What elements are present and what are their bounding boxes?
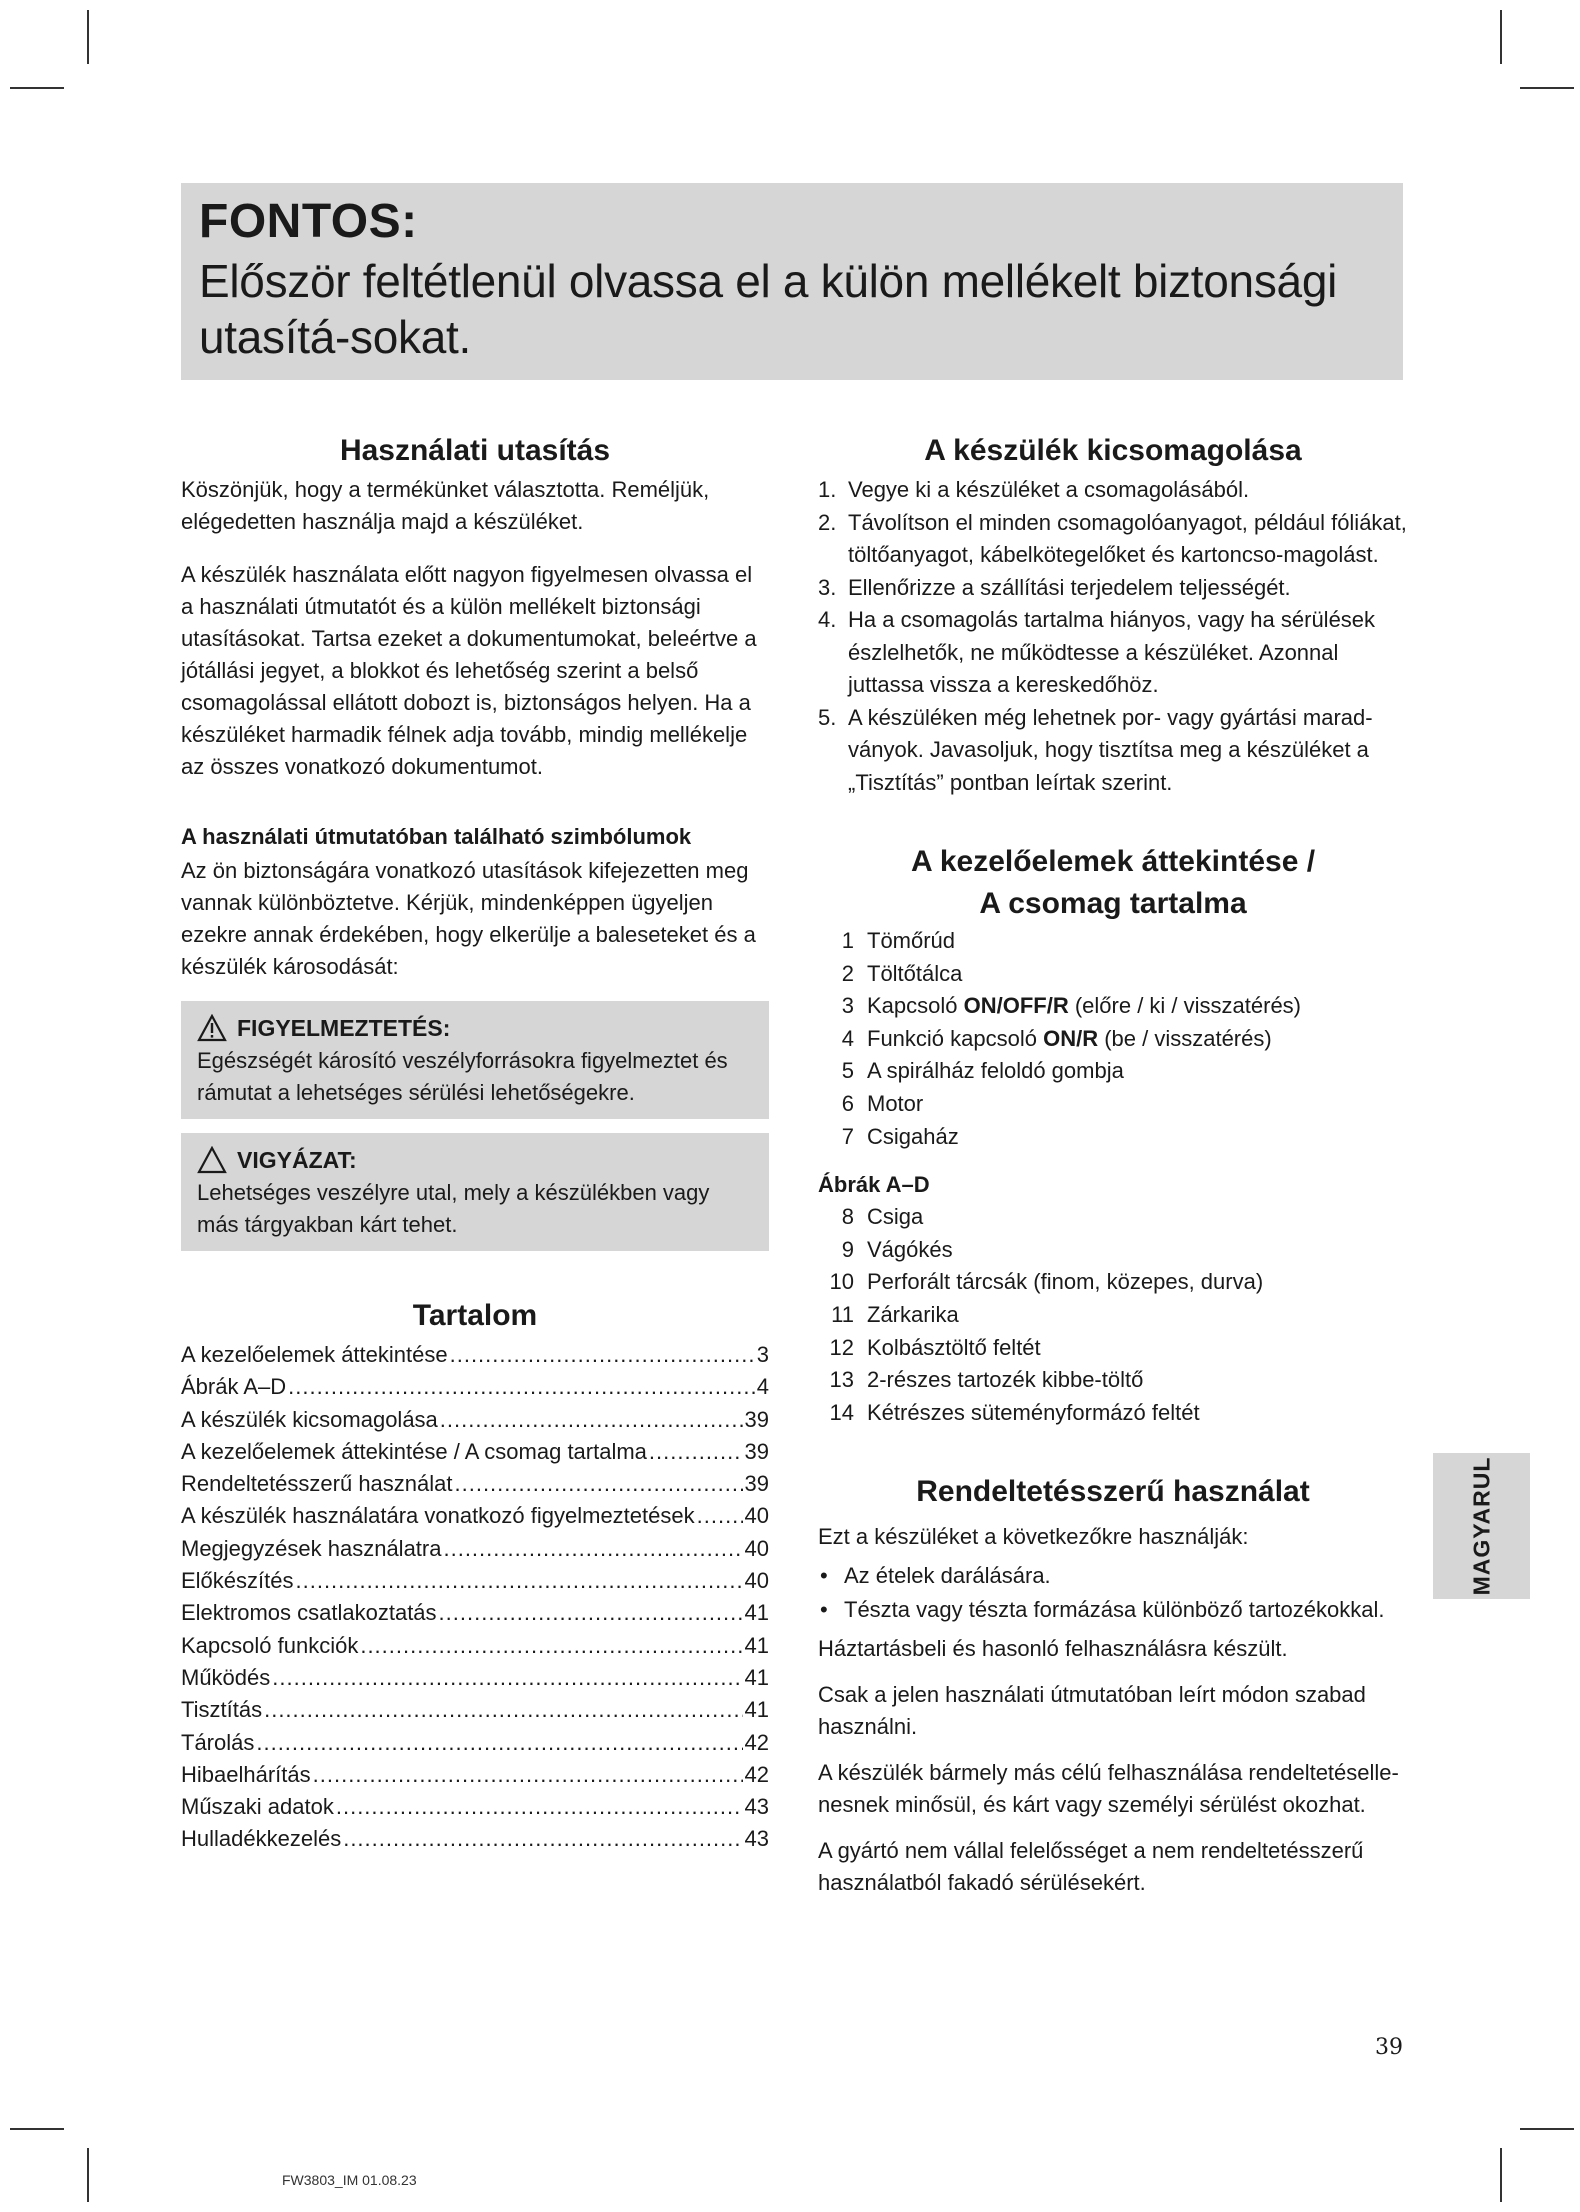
crop-mark bbox=[1500, 2148, 1502, 2202]
language-tab-label: MAGYARUL bbox=[1468, 1456, 1494, 1596]
part-item bbox=[818, 1121, 1408, 1154]
part-item bbox=[818, 925, 1408, 958]
toc-leader-dots bbox=[313, 1759, 743, 1791]
part-name: Vágókés bbox=[867, 1236, 953, 1262]
toc-leader-dots bbox=[439, 1597, 743, 1629]
warning-title-row bbox=[197, 1011, 755, 1045]
unpack-steps bbox=[818, 474, 1408, 799]
toc-leader-dots bbox=[288, 1371, 755, 1403]
crop-mark bbox=[10, 87, 64, 89]
crop-mark bbox=[87, 2148, 89, 2202]
part-number: 3 bbox=[841, 993, 854, 1019]
unpack-step bbox=[818, 572, 1408, 605]
bullet-text: Tészta vagy tészta formázása különböző tartozékokkal. bbox=[844, 1597, 1385, 1623]
unpack-step-number: 5. bbox=[818, 704, 837, 730]
intended-only-manual: Csak a jelen használati útmutatóban leírt módon szabad használni. bbox=[818, 1682, 1366, 1740]
part-name-pre: Kapcsoló bbox=[867, 993, 964, 1019]
part-item bbox=[818, 1023, 1408, 1056]
symbols-text: Az ön biztonságára vonatkozó utasítások kifejezetten meg vannak különböztetve. Kérjük, mindenképpen ügyeljen ezekre annak érdekében, hogy elkerülje a baleseteket és a készülék károsodását: bbox=[181, 858, 756, 979]
part-item bbox=[818, 990, 1408, 1023]
toc-entry bbox=[181, 1791, 769, 1823]
toc-entry bbox=[181, 1759, 769, 1791]
toc-entry-page: 39 bbox=[744, 1438, 769, 1464]
intended-misuse: A készülék bármely más célú felhasználása rendeltetéselle-nesnek minősül, és kárt vagy személyi sérülést okozhat. bbox=[818, 1760, 1399, 1818]
toc-entry-label: A kezelőelemek áttekintése bbox=[181, 1342, 448, 1367]
part-number: 1 bbox=[841, 928, 854, 953]
part-name: Csiga bbox=[867, 1204, 924, 1230]
bullet-dot-icon: • bbox=[820, 1563, 828, 1589]
part-item bbox=[818, 1088, 1408, 1121]
banner-text: Először feltétlenül olvassa el a külön mellékelt biztonsági utasítá-sokat. bbox=[199, 255, 1338, 363]
toc-entry bbox=[181, 1630, 769, 1662]
unpack-step-text: A készüléken még lehetnek por- vagy gyártási marad-ványok. Javasoljuk, hogy tisztítsa meg a készüléket a „Tisztítás” pontban leírtak szerint. bbox=[848, 704, 1373, 795]
language-tab bbox=[1433, 1453, 1530, 1599]
part-number: 11 bbox=[831, 1301, 854, 1327]
part-item bbox=[818, 1266, 1408, 1299]
part-switch-label: ON/OFF/R bbox=[963, 993, 1069, 1019]
unpack-step-number: 1. bbox=[818, 477, 837, 502]
controls-heading-line1: A kezelőelemek áttekintése / bbox=[910, 845, 1316, 878]
part-number: 12 bbox=[829, 1334, 854, 1360]
unpack-step bbox=[818, 604, 1408, 702]
toc-entry bbox=[181, 1597, 769, 1629]
crop-mark bbox=[87, 10, 89, 64]
toc-entry bbox=[181, 1565, 769, 1597]
unpack-heading: A készülék kicsomagolása bbox=[924, 434, 1302, 467]
crop-mark bbox=[1520, 87, 1574, 89]
toc-leader-dots bbox=[296, 1565, 743, 1597]
part-number: 5 bbox=[841, 1058, 854, 1084]
toc-entry bbox=[181, 1727, 769, 1759]
contents-heading: Tartalom bbox=[412, 1299, 538, 1332]
toc-entry-page: 4 bbox=[756, 1374, 769, 1400]
parts-list bbox=[818, 925, 1408, 1153]
toc-entry-label: Tárolás bbox=[181, 1729, 255, 1755]
banner-title: FONTOS: bbox=[199, 195, 418, 248]
part-name: 2-részes tartozék kibbe-töltő bbox=[867, 1367, 1144, 1393]
part-name: Zárkarika bbox=[867, 1301, 959, 1327]
bullet-text: Az ételek darálására. bbox=[844, 1563, 1051, 1589]
toc-entry-page: 40 bbox=[744, 1503, 769, 1529]
toc-leader-dots bbox=[343, 1823, 742, 1855]
toc-entry bbox=[181, 1468, 769, 1500]
unpack-step bbox=[818, 507, 1408, 572]
toc-entry-page: 42 bbox=[744, 1729, 769, 1755]
part-number: 4 bbox=[841, 1025, 854, 1051]
part-name: Perforált tárcsák (finom, közepes, durva) bbox=[867, 1269, 1264, 1295]
toc-entry bbox=[181, 1694, 769, 1726]
toc-entry-label: Ábrák A–D bbox=[181, 1374, 287, 1400]
instructions-heading: Használati utasítás bbox=[339, 434, 611, 467]
toc-entry-label: Kapcsoló funkciók bbox=[181, 1632, 359, 1658]
toc-entry-label: A kezelőelemek áttekintése / A csomag tartalma bbox=[181, 1438, 647, 1464]
toc-entry-label: Hibaelhárítás bbox=[181, 1761, 311, 1787]
part-name-post: (be / visszatérés) bbox=[1098, 1025, 1272, 1051]
caution-text: Lehetséges veszélyre utal, mely a készülékben vagy más tárgyakban kárt tehet. bbox=[197, 1180, 710, 1237]
part-item bbox=[818, 1055, 1408, 1088]
toc-leader-dots bbox=[336, 1791, 743, 1823]
table-of-contents bbox=[181, 1339, 769, 1856]
page-number: 39 bbox=[1375, 2035, 1403, 2060]
part-item bbox=[818, 958, 1408, 991]
intended-bullets bbox=[818, 1559, 1408, 1627]
toc-entry-page: 39 bbox=[744, 1471, 769, 1497]
unpack-step-number: 3. bbox=[818, 574, 837, 600]
toc-entry-page: 39 bbox=[744, 1406, 769, 1432]
unpack-step-text: Távolítson el minden csomagolóanyagot, például fóliákat, töltőanyagot, kábelkötegelőket és kartoncso-magolást. bbox=[848, 509, 1407, 567]
toc-entry bbox=[181, 1404, 769, 1436]
read-manual-paragraph: A készülék használata előtt nagyon figyelmesen olvassa el a használati útmutatót és a külön mellékelt biztonsági utasításokat. Tartsa ezeket a dokumentumokat, beleértve a jótállási jegyet, a blokkot és lehetőség szerint a belső csomagolással ellátott dobozt is, biztonságos helyen. Ha a készüléket harmadik félnek adja tovább, mindig mellékelje az összes vonatkozó dokumentumot. bbox=[181, 562, 757, 779]
toc-entry-label: Megjegyzések használatra bbox=[181, 1535, 442, 1561]
toc-entry-label: Rendeltetésszerű használat bbox=[181, 1471, 453, 1497]
toc-leader-dots bbox=[455, 1468, 743, 1500]
intended-liability: A gyártó nem vállal felelősséget a nem rendeltetésszerű használatból fakadó sérülésekért. bbox=[818, 1838, 1364, 1896]
part-number: 8 bbox=[841, 1204, 854, 1230]
toc-entry bbox=[181, 1662, 769, 1694]
toc-leader-dots bbox=[264, 1694, 742, 1726]
caution-title: VIGYÁZAT: bbox=[237, 1147, 357, 1173]
part-item bbox=[818, 1397, 1408, 1430]
toc-entry bbox=[181, 1533, 769, 1565]
part-item bbox=[818, 1299, 1408, 1332]
toc-entry-page: 41 bbox=[744, 1632, 769, 1658]
crop-mark bbox=[1520, 2128, 1574, 2130]
unpack-step-text: Ha a csomagolás tartalma hiányos, vagy ha sérülések észlelhetők, ne működtesse a készüléket. Azonnal juttassa vissza a kereskedőhöz. bbox=[848, 607, 1376, 697]
bullet-item bbox=[818, 1559, 1408, 1593]
toc-entry-page: 41 bbox=[744, 1697, 769, 1723]
part-number: 13 bbox=[829, 1367, 854, 1393]
toc-entry-page: 40 bbox=[744, 1568, 769, 1594]
toc-leader-dots bbox=[256, 1727, 742, 1759]
toc-entry-label: A készülék kicsomagolása bbox=[181, 1406, 438, 1432]
toc-entry bbox=[181, 1371, 769, 1403]
toc-leader-dots bbox=[649, 1436, 743, 1468]
part-number: 6 bbox=[841, 1090, 854, 1116]
part-number: 7 bbox=[841, 1123, 854, 1149]
toc-entry-page: 43 bbox=[744, 1826, 769, 1852]
part-switch-label: ON/R bbox=[1043, 1025, 1099, 1051]
toc-entry-label: Működés bbox=[181, 1664, 271, 1690]
toc-entry-label: Előkészítés bbox=[181, 1568, 294, 1594]
intended-household: Háztartásbeli és hasonló felhasználásra készült. bbox=[818, 1636, 1288, 1662]
caution-triangle-icon bbox=[197, 1146, 227, 1174]
important-banner bbox=[181, 183, 1403, 380]
toc-entry-label: Tisztítás bbox=[181, 1697, 263, 1723]
bullet-dot-icon: • bbox=[820, 1597, 828, 1623]
toc-entry-page: 42 bbox=[744, 1761, 769, 1787]
warning-text: Egészségét károsító veszélyforrásokra figyelmeztet és rámutat a lehetséges sérülési lehetőségekre. bbox=[197, 1048, 728, 1105]
part-number: 10 bbox=[829, 1269, 854, 1295]
part-name bbox=[867, 990, 1301, 1023]
part-name-pre: Funkció kapcsoló bbox=[867, 1025, 1044, 1051]
part-name: Motor bbox=[867, 1090, 924, 1116]
part-number: 9 bbox=[841, 1236, 854, 1262]
part-name bbox=[867, 1023, 1272, 1056]
toc-entry bbox=[181, 1823, 769, 1855]
part-number: 14 bbox=[829, 1399, 854, 1425]
toc-leader-dots bbox=[272, 1662, 742, 1694]
unpack-step-number: 4. bbox=[818, 607, 837, 632]
toc-leader-dots bbox=[697, 1500, 743, 1532]
part-number: 2 bbox=[841, 960, 854, 986]
part-name: Kétrészes süteményformázó feltét bbox=[867, 1399, 1200, 1425]
toc-entry-label: Hulladékkezelés bbox=[181, 1826, 342, 1852]
warning-title: FIGYELMEZTETÉS: bbox=[237, 1015, 451, 1041]
part-name-post: (előre / ki / visszatérés) bbox=[1068, 993, 1302, 1019]
toc-entry-label: A készülék használatára vonatkozó figyelmeztetések bbox=[181, 1503, 695, 1529]
intro-paragraph: Köszönjük, hogy a termékünket választotta. Reméljük, elégedetten használja majd a készüléket. bbox=[181, 477, 710, 534]
caution-box bbox=[181, 1133, 769, 1251]
bullet-item bbox=[818, 1593, 1408, 1627]
part-name: A spirálház feloldó gombja bbox=[867, 1058, 1124, 1084]
toc-entry-page: 3 bbox=[756, 1342, 769, 1367]
crop-mark bbox=[1500, 10, 1502, 64]
toc-leader-dots bbox=[360, 1630, 742, 1662]
right-column bbox=[818, 430, 1408, 1899]
part-name: Kolbásztöltő feltét bbox=[867, 1334, 1041, 1360]
part-item bbox=[818, 1332, 1408, 1365]
figure-parts-list bbox=[818, 1201, 1408, 1429]
symbols-heading: A használati útmutatóban található szimbólumok bbox=[181, 824, 692, 849]
unpack-step bbox=[818, 474, 1408, 507]
warning-box bbox=[181, 1001, 769, 1119]
part-name: Töltőtálca bbox=[867, 960, 963, 986]
crop-mark bbox=[10, 2128, 64, 2130]
part-item bbox=[818, 1234, 1408, 1267]
toc-leader-dots bbox=[450, 1339, 755, 1371]
intended-intro: Ezt a készüléket a következőkre használják: bbox=[818, 1524, 1249, 1550]
toc-entry-label: Műszaki adatok bbox=[181, 1794, 334, 1820]
toc-entry bbox=[181, 1339, 769, 1371]
unpack-step bbox=[818, 702, 1408, 800]
part-item bbox=[818, 1201, 1408, 1234]
toc-entry-page: 40 bbox=[744, 1535, 769, 1561]
toc-leader-dots bbox=[443, 1533, 742, 1565]
toc-leader-dots bbox=[440, 1404, 743, 1436]
part-item bbox=[818, 1364, 1408, 1397]
intended-use-heading: Rendeltetésszerű használat bbox=[916, 1475, 1310, 1509]
toc-entry bbox=[181, 1436, 769, 1468]
unpack-step-number: 2. bbox=[818, 509, 837, 535]
document-code: FW3803_IM 01.08.23 bbox=[282, 2172, 417, 2188]
toc-entry-page: 43 bbox=[744, 1794, 769, 1820]
controls-heading-line2: A csomag tartalma bbox=[979, 887, 1247, 920]
toc-entry-page: 41 bbox=[744, 1600, 769, 1626]
part-name: Csigaház bbox=[867, 1123, 959, 1149]
unpack-step-text: Ellenőrizze a szállítási terjedelem teljességét. bbox=[848, 574, 1291, 600]
toc-entry-label: Elektromos csatlakoztatás bbox=[181, 1600, 437, 1626]
figures-label: Ábrák A–D bbox=[818, 1172, 930, 1198]
left-column bbox=[181, 430, 769, 1856]
toc-entry-page: 41 bbox=[744, 1664, 769, 1690]
caution-title-row bbox=[197, 1143, 755, 1177]
unpack-step-text: Vegye ki a készüléket a csomagolásából. bbox=[848, 477, 1250, 502]
toc-entry bbox=[181, 1500, 769, 1532]
warning-triangle-icon bbox=[197, 1014, 227, 1042]
part-name: Tömőrúd bbox=[867, 928, 956, 953]
